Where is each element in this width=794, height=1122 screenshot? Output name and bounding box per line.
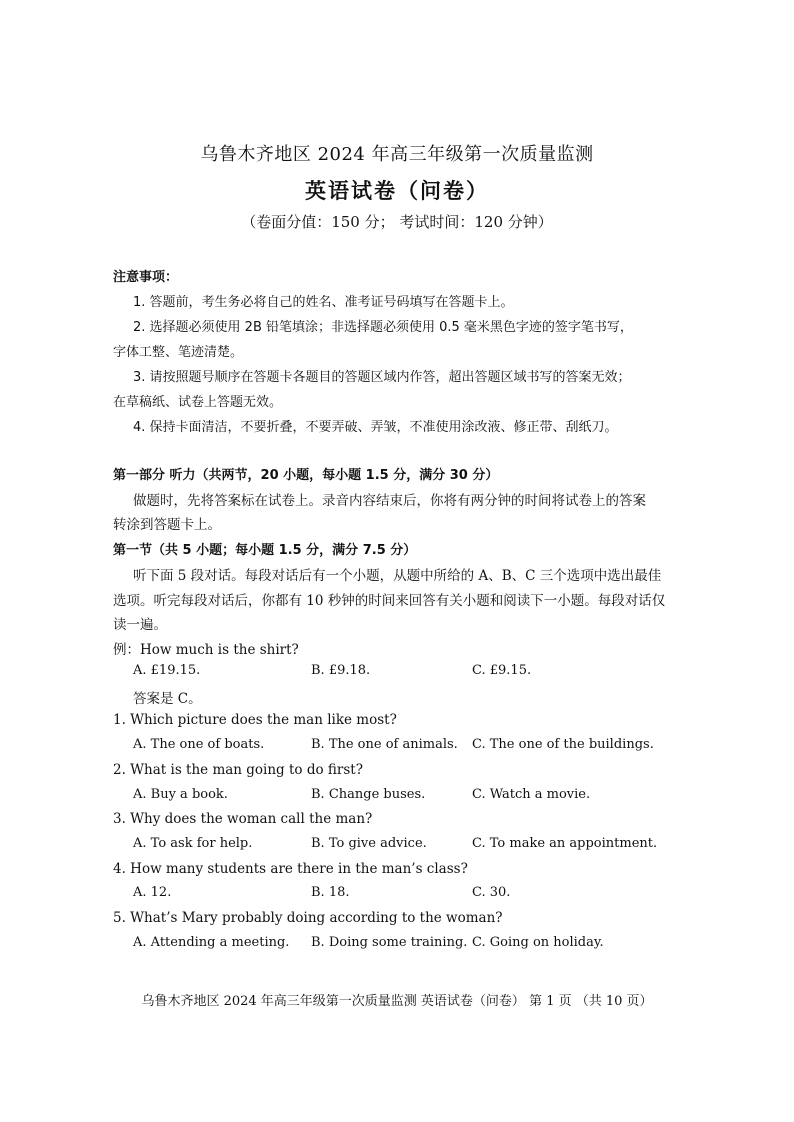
- part1-instruction: 做题时，先将答案标在试卷上。录音内容结束后，你将有两分钟的时间将试卷上的答案: [133, 493, 646, 509]
- section1-instruction: 选项。听完每段对话后，你都有 10 秒钟的时间来回答有关小题和阅读下一小题。每段对话仅: [113, 593, 666, 609]
- q5-option-b: B. Doing some training.: [311, 935, 468, 950]
- notice-item: 2. 选择题必须使用 2B 铅笔填涂；非选择题必须使用 0.5 毫米黑色字迹的签字笔书写，: [133, 320, 633, 335]
- example-answer: 答案是 C。: [133, 691, 202, 707]
- notice-item: 字体工整、笔迹清楚。: [113, 345, 244, 360]
- question-5: 5. What’s Mary probably doing according to the woman?: [113, 910, 503, 926]
- notice-item: 3. 请按照题号顺序在答题卡各题目的答题区域内作答，超出答题区域书写的答案无效；: [133, 370, 631, 385]
- q3-option-a: A. To ask for help.: [133, 836, 253, 851]
- section1-heading: 第一节（共 5 小题；每小题 1.5 分，满分 7.5 分）: [113, 543, 417, 558]
- q2-option-a: A. Buy a book.: [133, 787, 228, 802]
- q5-option-c: C. Going on holiday.: [472, 935, 604, 950]
- q1-option-b: B. The one of animals.: [311, 737, 458, 752]
- section1-instruction: 读一遍。: [113, 617, 167, 633]
- q3-option-b: B. To give advice.: [311, 836, 427, 851]
- paper-subtitle: 英语试卷（问卷）: [305, 178, 489, 203]
- q4-option-c: C. 30.: [472, 885, 511, 900]
- q3-option-c: C. To make an appointment.: [472, 836, 658, 851]
- example-option-b: B. £9.18.: [311, 663, 371, 678]
- section1-instruction: 听下面 5 段对话。每段对话后有一个小题，从题中所给的 A、B、C 三个选项中选出最佳: [133, 568, 662, 584]
- page-footer: 乌鲁木齐地区 2024 年高三年级第一次质量监测 英语试卷（问卷） 第 1 页 （共 10 页）: [141, 994, 653, 1009]
- q1-option-a: A. The one of boats.: [133, 737, 265, 752]
- question-3: 3. Why does the woman call the man?: [113, 811, 373, 827]
- notice-item: 在草稿纸、试卷上答题无效。: [113, 395, 283, 410]
- q4-option-b: B. 18.: [311, 885, 350, 900]
- example-question: 例：How much is the shirt?: [113, 642, 299, 658]
- q1-option-c: C. The one of the buildings.: [472, 737, 654, 752]
- notice-heading: 注意事项：: [113, 270, 179, 285]
- part1-instruction: 转涂到答题卡上。: [113, 517, 221, 533]
- part1-heading: 第一部分 听力（共两节，20 小题，每小题 1.5 分，满分 30 分）: [113, 468, 499, 483]
- q5-option-a: A. Attending a meeting.: [133, 935, 290, 950]
- q4-option-a: A. 12.: [133, 885, 172, 900]
- question-2: 2. What is the man going to do first?: [113, 762, 363, 778]
- question-4: 4. How many students are there in the man’s class?: [113, 861, 468, 877]
- q2-option-c: C. Watch a movie.: [472, 787, 591, 802]
- score-time-line: （卷面分值：150 分； 考试时间：120 分钟）: [241, 213, 553, 231]
- question-1: 1. Which picture does the man like most?: [113, 712, 397, 728]
- example-option-a: A. £19.15.: [133, 663, 201, 678]
- notice-item: 1. 答题前，考生务必将自己的姓名、准考证号码填写在答题卡上。: [133, 295, 514, 310]
- exam-title: 乌鲁木齐地区 2024 年高三年级第一次质量监测: [200, 144, 594, 165]
- q2-option-b: B. Change buses.: [311, 787, 426, 802]
- example-option-c: C. £9.15.: [472, 663, 532, 678]
- notice-item: 4. 保持卡面清洁，不要折叠，不要弄破、弄皱，不准使用涂改液、修正带、刮纸刀。: [133, 420, 618, 435]
